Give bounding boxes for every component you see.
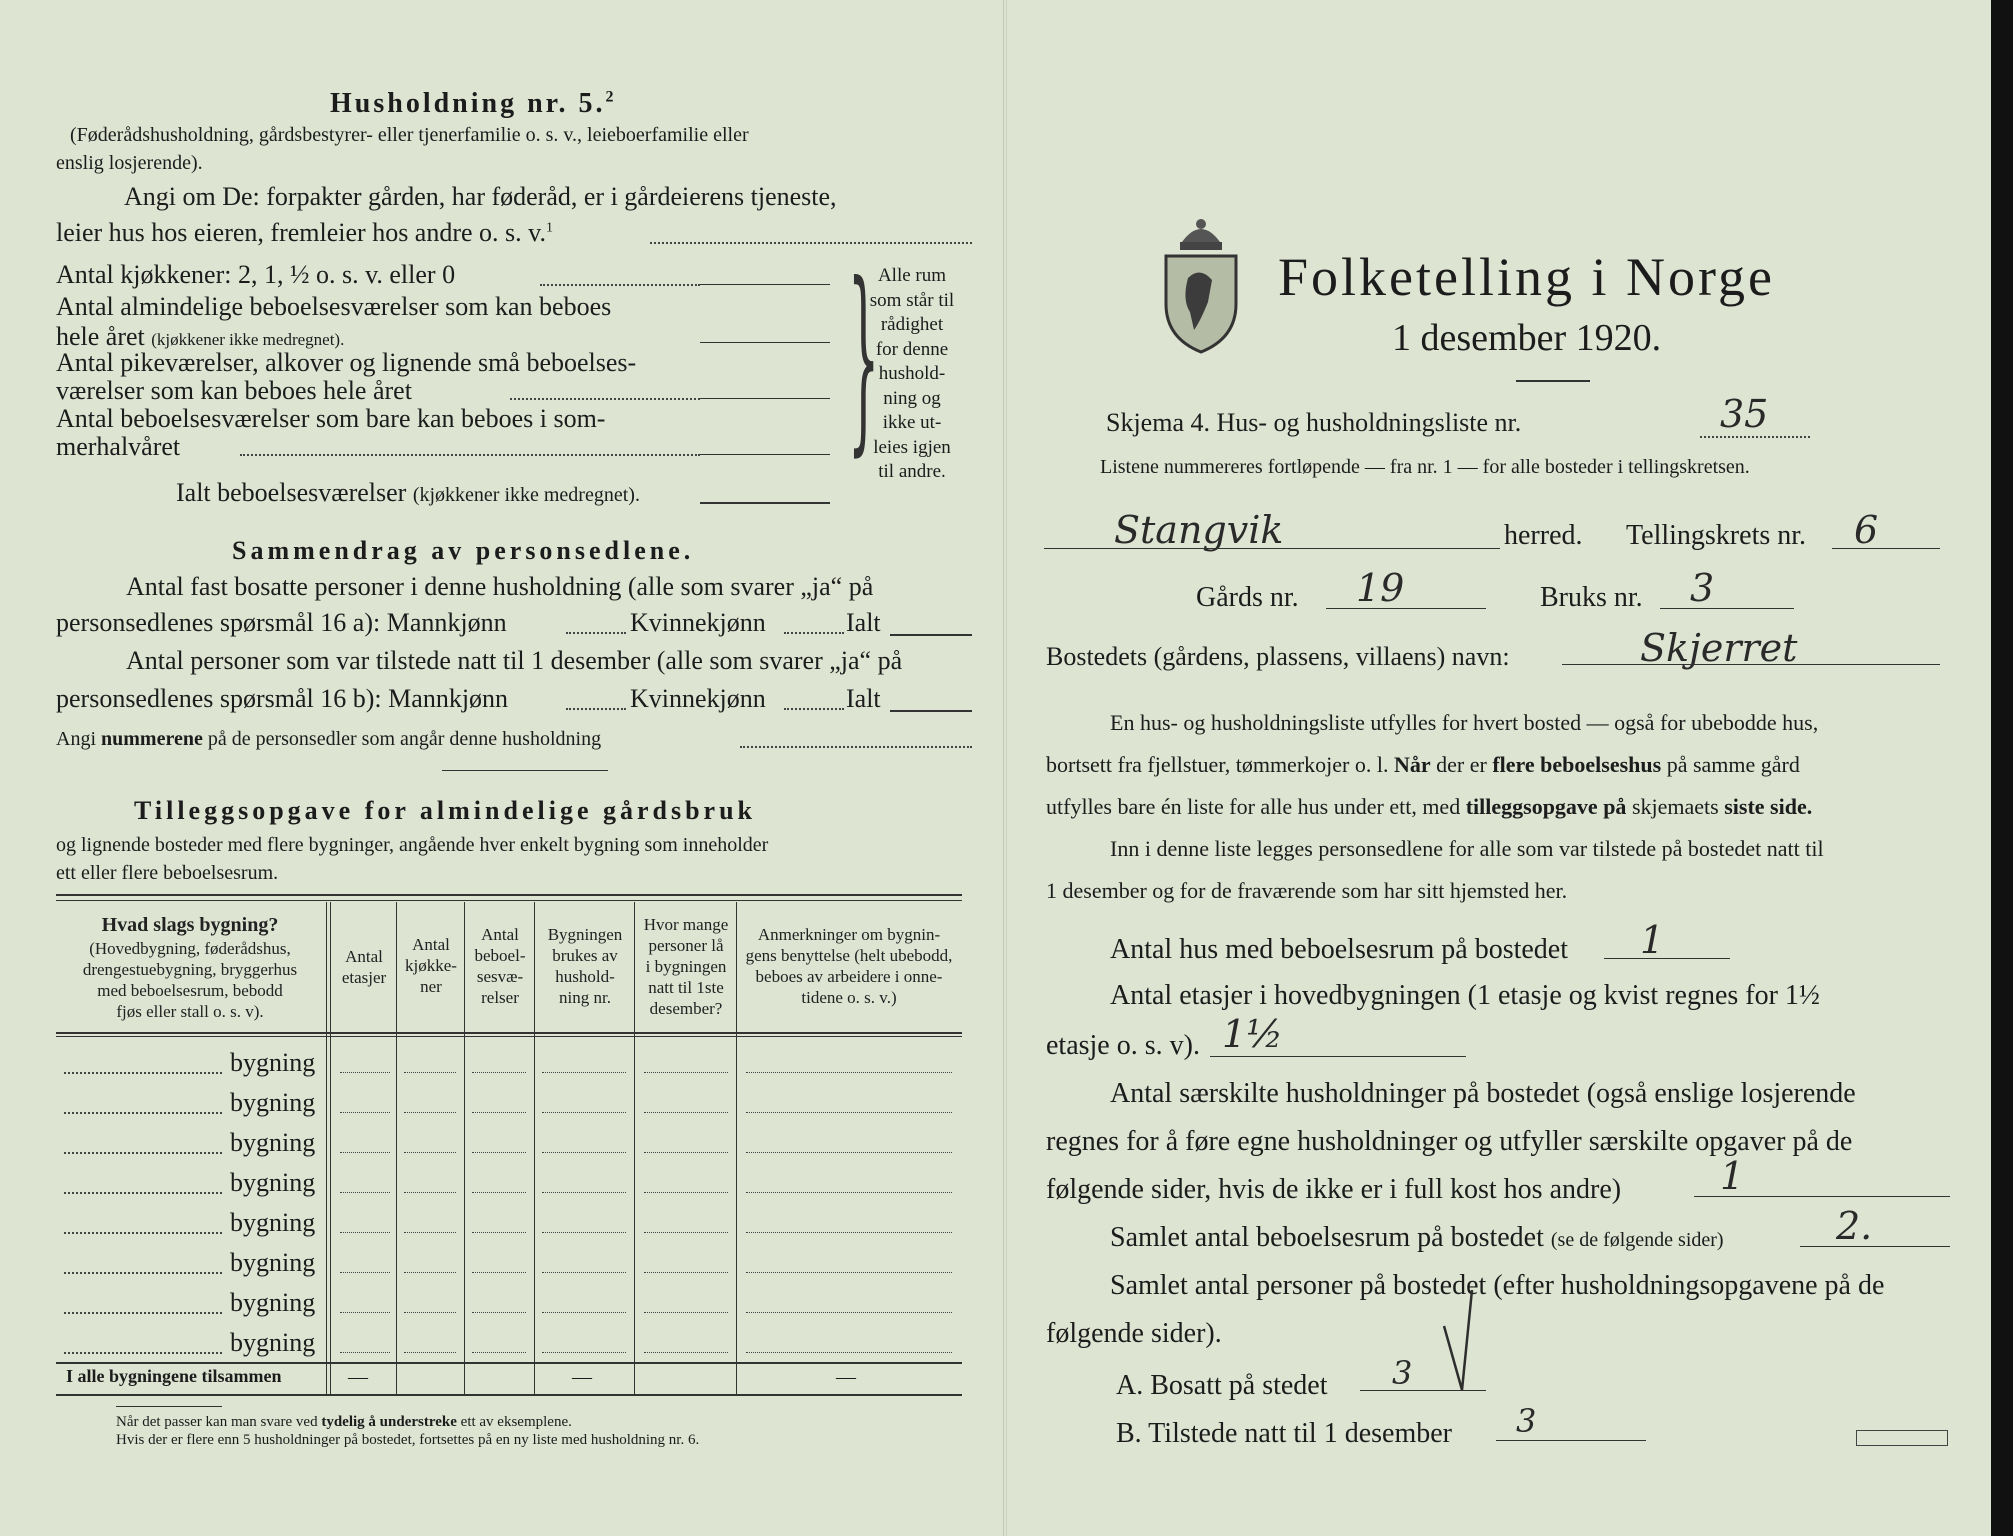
table-cell-line[interactable] (472, 1232, 526, 1233)
fast-ialt-label: Ialt (846, 608, 881, 637)
instructions-3: utfylles bare én liste for alle hus under ett, med tilleggsopgave på skjemaets siste side. (1046, 794, 1813, 819)
nummerene-label: Angi nummerene på de personsedler som angår denne husholdning (56, 728, 602, 750)
total-anmerkninger-dash: — (836, 1366, 856, 1388)
header-kjokkener: Antal kjøkke- ner (405, 935, 457, 996)
building-row-label: bygning (230, 1088, 316, 1117)
ialt-rooms-answer-line[interactable] (700, 502, 830, 504)
table-cell-line[interactable] (340, 1192, 390, 1193)
header-anmerkninger: Anmerkninger om bygnin- gens benyttelse (helt ubebodd, beboes av arbeidere i onne- tidene o. s. v.) (745, 925, 953, 1007)
bosted-label: Bostedets (gårdens, plassens, villaens) navn: (1046, 642, 1510, 671)
alm-label-1: Antal almindelige beboelsesværelser som kan beboes (56, 292, 612, 321)
table-header-rule-2 (56, 1036, 962, 1037)
table-cell-line[interactable] (542, 1152, 626, 1153)
table-cell-line[interactable] (340, 1312, 390, 1313)
tilstede-label: B. Tilstede natt til 1 desember (1116, 1418, 1452, 1449)
table-cell-line[interactable] (404, 1352, 456, 1353)
antal-hus-value[interactable]: 1 (1640, 918, 1665, 962)
sommer-label-2: merhalvåret (56, 432, 181, 461)
checkmark-icon (1440, 1286, 1476, 1396)
table-cell-line[interactable] (404, 1192, 456, 1193)
tilstede-line (1496, 1440, 1646, 1441)
instructions-1: En hus- og husholdningsliste utfylles for hvert bosted — også for ubebodde hus, (1110, 710, 1819, 735)
table-cell-line[interactable] (404, 1152, 456, 1153)
table-cell-line[interactable] (644, 1072, 728, 1073)
instructions-2: bortsett fra fjellstuer, tømmerkojer o. l. Når der er flere beboelseshus på samme gård (1046, 752, 1800, 777)
title-divider (1516, 380, 1590, 382)
table-cell-line[interactable] (472, 1272, 526, 1273)
scan-edge (1991, 0, 2013, 1536)
table-header-rule (56, 1032, 962, 1034)
tilstede-kvinne-label: Kvinnekjønn (630, 684, 766, 713)
table-cell-line[interactable] (472, 1072, 526, 1073)
table-cell-line[interactable] (472, 1352, 526, 1353)
building-name-line[interactable] (64, 1232, 222, 1234)
fast-mann-line[interactable] (566, 632, 626, 634)
header-brukes: Bygningen brukes av hushold- ning nr. (547, 925, 623, 1007)
gards-label: Gårds nr. (1196, 582, 1299, 613)
tilstede-mann-line[interactable] (566, 708, 626, 710)
fast-kvinne-line[interactable] (784, 632, 844, 634)
alm-label-2: hele året (kjøkkener ikke medregnet). (56, 322, 345, 351)
brace-icon: } (847, 241, 880, 474)
samlet-pers-label-1: Samlet antal personer på bostedet (efter husholdningsopgavene på de (1110, 1270, 1885, 1301)
herred-label: herred. (1504, 520, 1583, 551)
table-cell-line[interactable] (542, 1312, 626, 1313)
table-cell-line[interactable] (404, 1232, 456, 1233)
table-cell-line[interactable] (644, 1112, 728, 1113)
printer-stamp (1856, 1430, 1948, 1446)
bruks-value[interactable]: 3 (1690, 566, 1715, 610)
footnote-2: Hvis der er flere enn 5 husholdninger på bostedet, fortsettes på en ny liste med husholdning nr. 6. (116, 1432, 700, 1448)
saerskilte-label-2: regnes for å føre egne husholdninger og utfyller særskilte opgaver på de (1046, 1126, 1853, 1157)
header-etasjer: Antal etasjer (341, 947, 387, 987)
household-note-2: enslig losjerende). (56, 152, 203, 174)
kjokkener-dots (540, 284, 700, 286)
tilstede-ialt-line[interactable] (890, 710, 972, 712)
supplement-sub-2: ett eller flere beboelsesrum. (56, 862, 279, 884)
form-date: 1 desember 1920. (1392, 317, 1662, 359)
pike-label-1: Antal pikeværelser, alkover og lignende små beboelses- (56, 348, 637, 377)
etasjer-label-2: etasje o. s. v). (1046, 1030, 1200, 1061)
table-cell-line[interactable] (404, 1312, 456, 1313)
building-row-label: bygning (230, 1288, 316, 1317)
summary-tilstede-2: personsedlenes spørsmål 16 b): Mannkjønn (56, 684, 509, 713)
building-row-label: bygning (230, 1168, 316, 1197)
tilstede-value[interactable]: 3 (1516, 1402, 1537, 1440)
supplement-title: Tilleggsopgave for almindelige gårdsbruk (134, 796, 757, 825)
header-beboelse: Antal beboel- sesvæ- relser (474, 925, 526, 1007)
table-cell-line[interactable] (542, 1352, 626, 1353)
table-cell-line[interactable] (644, 1152, 728, 1153)
summary-fast-1: Antal fast bosatte personer i denne husholdning (alle som svarer „ja“ på (126, 572, 874, 601)
samlet-rum-value[interactable]: 2. (1836, 1204, 1873, 1248)
household-title: Husholdning nr. 5.$^2$ (330, 88, 617, 119)
saerskilte-line (1694, 1196, 1950, 1197)
table-cell-line[interactable] (746, 1312, 952, 1313)
total-etasjer-dash: — (348, 1366, 368, 1388)
samlet-rum-line (1800, 1246, 1950, 1247)
summary-title: Sammendrag av personsedlene. (232, 536, 695, 565)
table-col-divider (534, 902, 535, 1394)
summary-fast-2: personsedlenes spørsmål 16 a): Mannkjønn (56, 608, 507, 637)
building-row-label: bygning (230, 1248, 316, 1277)
table-cell-line[interactable] (340, 1232, 390, 1233)
etasjer-value[interactable]: 1½ (1222, 1012, 1284, 1056)
table-col-divider (634, 902, 635, 1394)
table-cell-line[interactable] (746, 1152, 952, 1153)
building-row-label: bygning (230, 1328, 316, 1357)
sommer-label-1: Antal beboelsesværelser som bare kan beboes i som- (56, 404, 606, 433)
instructions-4: Inn i denne liste legges personsedlene for alle som var tilstede på bostedet natt til (1110, 836, 1824, 861)
kjokkener-label: Antal kjøkkener: 2, 1, ½ o. s. v. eller 0 (56, 260, 456, 289)
bosatt-value[interactable]: 3 (1392, 1354, 1413, 1392)
building-name-line[interactable] (64, 1072, 222, 1074)
table-cell-line[interactable] (472, 1312, 526, 1313)
footnote-1: Når det passer kan man svare ved tydelig å understreke ett av eksemplene. (116, 1414, 572, 1430)
pike-dots (510, 398, 700, 400)
table-cell-line[interactable] (542, 1192, 626, 1193)
samlet-rum-label: Samlet antal beboelsesrum på bostedet (se de følgende sider) (1110, 1222, 1724, 1253)
etasjer-label-1: Antal etasjer i hovedbygningen (1 etasje og kvist regnes for 1½ (1110, 980, 1820, 1011)
table-cell-line[interactable] (746, 1112, 952, 1113)
header-personer: Hvor mange personer lå i bygningen natt til 1ste desember? (643, 915, 729, 1018)
instructions-5: 1 desember og for de fraværende som har sitt hjemsted her. (1046, 878, 1568, 903)
nummerene-line[interactable] (740, 746, 972, 748)
table-cell-line[interactable] (542, 1232, 626, 1233)
pike-label-2: værelser som kan beboes hele året (56, 376, 412, 405)
building-name-line[interactable] (64, 1192, 222, 1194)
saerskilte-value[interactable]: 1 (1720, 1154, 1745, 1198)
angi-line-2: leier hus hos eieren, fremleier hos andre o. s. v.$^1$ (56, 218, 553, 247)
coat-of-arms-icon (1160, 212, 1242, 358)
table-cell-line[interactable] (644, 1352, 728, 1353)
building-name-line[interactable] (64, 1152, 222, 1154)
table-top-rule-2 (56, 900, 962, 901)
bosatt-label: A. Bosatt på stedet (1116, 1370, 1328, 1401)
sommer-dots (240, 454, 700, 456)
building-name-line[interactable] (64, 1112, 222, 1114)
etasjer-line (1210, 1056, 1466, 1057)
bosted-value[interactable]: Skjerret (1640, 626, 1798, 670)
saerskilte-label-3: følgende sider, hvis de ikke er i full kost hos andre) (1046, 1174, 1622, 1205)
saerskilte-label-1: Antal særskilte husholdninger på bostedet (også enslige losjerende (1110, 1078, 1856, 1109)
kjokkener-answer-line[interactable] (700, 284, 830, 285)
fast-kvinne-label: Kvinnekjønn (630, 608, 766, 637)
table-cell-line[interactable] (472, 1192, 526, 1193)
table-cell-line[interactable] (542, 1112, 626, 1113)
angi-answer-line[interactable] (650, 242, 972, 244)
table-cell-line[interactable] (340, 1072, 390, 1073)
total-label: I alle bygningene tilsammen (66, 1366, 282, 1386)
table-cell-line[interactable] (644, 1232, 728, 1233)
table-cell-line[interactable] (542, 1072, 626, 1073)
gards-line (1326, 608, 1486, 609)
antal-hus-line (1604, 958, 1730, 959)
table-top-rule (56, 894, 962, 896)
tellingskrets-value[interactable]: 6 (1854, 508, 1879, 552)
footnote-rule (116, 1406, 222, 1407)
skjema-value[interactable]: 35 (1720, 392, 1769, 436)
table-cell-line[interactable] (340, 1272, 390, 1273)
building-name-line[interactable] (64, 1312, 222, 1314)
tellingskrets-line (1832, 548, 1940, 549)
angi-line-1: Angi om De: forpakter gården, har føderåd, er i gårdeierens tjeneste, (124, 182, 837, 211)
page-fold (1003, 0, 1007, 1536)
table-cell-line[interactable] (644, 1312, 728, 1313)
table-cell-line[interactable] (404, 1072, 456, 1073)
tilstede-kvinne-line[interactable] (784, 708, 844, 710)
table-col-divider (396, 902, 397, 1394)
samlet-pers-label-2: følgende sider). (1046, 1318, 1222, 1349)
table-cell-line[interactable] (746, 1192, 952, 1193)
pike-answer-line[interactable] (700, 398, 830, 399)
supplement-sub-1: og lignende bosteder med flere bygninger, angående hver enkelt bygning som inneholder (56, 834, 769, 856)
gards-value[interactable]: 19 (1356, 566, 1405, 610)
sommer-answer-line[interactable] (700, 454, 830, 455)
table-cell-line[interactable] (472, 1152, 526, 1153)
building-row-label: bygning (230, 1208, 316, 1237)
building-name-line[interactable] (64, 1272, 222, 1274)
table-cell-line[interactable] (340, 1152, 390, 1153)
tellingskrets-label: Tellingskrets nr. (1626, 520, 1807, 551)
herred-value[interactable]: Stangvik (1114, 508, 1284, 552)
table-cell-line[interactable] (746, 1272, 952, 1273)
skjema-line (1700, 436, 1810, 438)
herred-line (1044, 548, 1500, 549)
table-bottom-rule (56, 1394, 962, 1396)
table-cell-line[interactable] (340, 1352, 390, 1353)
table-cell-line[interactable] (746, 1352, 952, 1353)
table-cell-line[interactable] (340, 1112, 390, 1113)
table-col-divider (330, 902, 331, 1394)
bosted-line (1562, 664, 1940, 665)
table-cell-line[interactable] (746, 1072, 952, 1073)
side-note: Alle rum som står til rådighet for denne hushold- ning og ikke ut- leies igjen til andre. (869, 265, 955, 482)
table-cell-line[interactable] (404, 1272, 456, 1273)
listene-note: Listene nummereres fortløpende — fra nr. 1 — for alle bosteder i tellingskretsen. (1100, 456, 1750, 478)
table-col-divider (464, 902, 465, 1394)
table-cell-line[interactable] (542, 1272, 626, 1273)
alm-answer-line[interactable] (700, 342, 830, 343)
table-cell-line[interactable] (404, 1112, 456, 1113)
bruks-label: Bruks nr. (1540, 582, 1643, 613)
ialt-rooms-label: Ialt beboelsesværelser (kjøkkener ikke medregnet). (176, 478, 640, 507)
table-col-divider (736, 902, 737, 1394)
form-title: Folketelling i Norge (1278, 247, 1775, 307)
building-row-label: bygning (230, 1128, 316, 1157)
antal-hus-label: Antal hus med beboelsesrum på bostedet (1110, 934, 1569, 965)
fast-ialt-line[interactable] (890, 634, 972, 636)
tilstede-ialt-label: Ialt (846, 684, 881, 713)
table-cell-line[interactable] (644, 1272, 728, 1273)
table-cell-line[interactable] (746, 1232, 952, 1233)
table-cell-line[interactable] (472, 1112, 526, 1113)
table-total-rule (56, 1362, 962, 1364)
bruks-line (1660, 608, 1794, 609)
total-brukes-dash: — (572, 1366, 592, 1388)
header-building-type: Hvad slags bygning? (Hovedbygning, føderådshus, drengestuebygning, bryggerhus med beboelsesrum, bebodd fjøs eller stall o. s. v). (82, 914, 298, 1021)
building-row-label: bygning (230, 1048, 316, 1077)
building-name-line[interactable] (64, 1352, 222, 1354)
table-cell-line[interactable] (644, 1192, 728, 1193)
section-divider (442, 770, 608, 771)
household-note: (Føderådshusholdning, gårdsbestyrer- eller tjenerfamilie o. s. v., leieboerfamilie eller (70, 124, 749, 146)
table-col-divider (326, 902, 327, 1394)
summary-tilstede-1: Antal personer som var tilstede natt til 1 desember (alle som svarer „ja“ på (126, 646, 903, 675)
skjema-label: Skjema 4. Hus- og husholdningsliste nr. (1106, 408, 1522, 437)
